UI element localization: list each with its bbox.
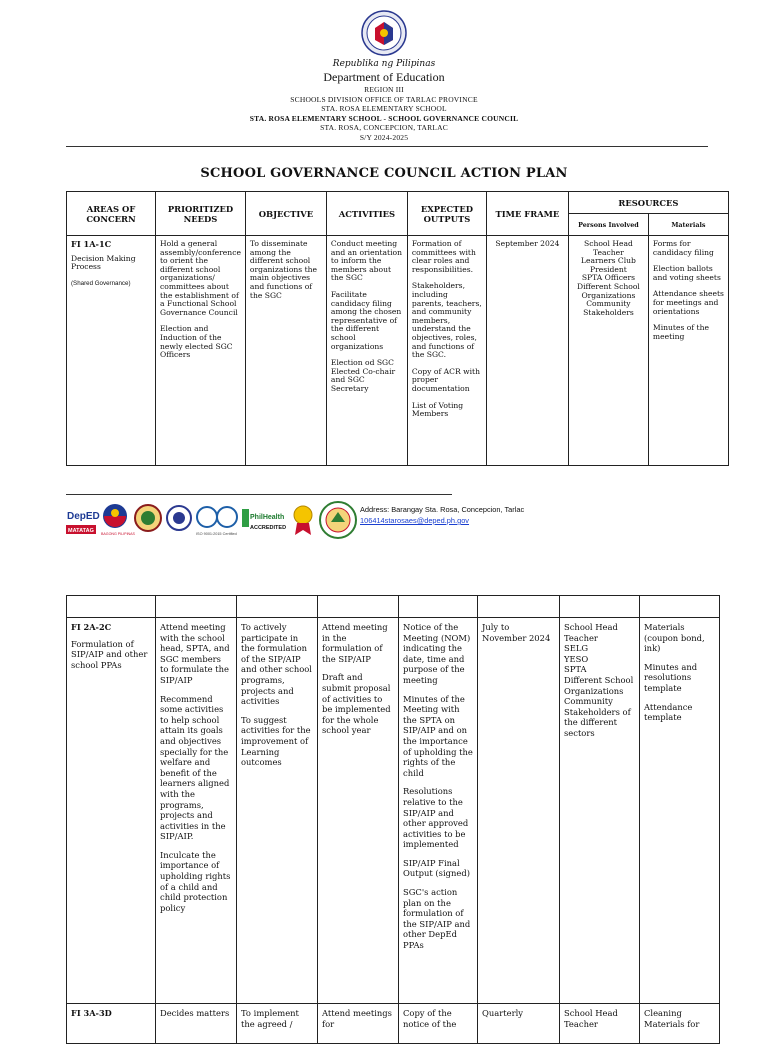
area-code: FI 3A-3D <box>71 1008 112 1018</box>
material-item: Attendance template <box>644 701 693 723</box>
activity-item: Election od SGC Elected Co-chair and SGC Secretary <box>330 358 396 393</box>
letterhead <box>0 10 768 142</box>
school-line: STA. ROSA ELEMENTARY SCHOOL <box>321 104 447 113</box>
bagong-pilipinas-logo-icon <box>100 503 135 537</box>
col-objective: OBJECTIVE <box>245 192 326 236</box>
output-item: Resolutions relative to the SIP/AIP and other approved activities to be implemented <box>403 786 469 850</box>
col-prioritized-needs: PRIORITIZED NEEDS <box>156 192 246 236</box>
person-item: YESO <box>564 653 589 664</box>
objective-item: To actively participate in the formulation of the SIP/AIP and other school programs, projects and activities <box>241 622 312 707</box>
philhealth-accredited-logo-icon <box>242 503 288 537</box>
material-item: Minutes and resolutions template <box>644 661 698 693</box>
iso-certified-logo-icon <box>196 503 238 537</box>
council-line: STA. ROSA ELEMENTARY SCHOOL - SCHOOL GOVERNANCE COUNCIL <box>249 113 519 123</box>
needs-cell <box>156 618 237 1004</box>
school-contact <box>360 504 524 526</box>
output-item: Notice of the Meeting (NOM) indicating the date, time and purpose of the meeting <box>403 622 471 685</box>
area-text: Decision Making Process <box>71 253 136 272</box>
area-text: Formulation of SIP/AIP and other school PPAs <box>71 638 148 670</box>
persons-cell <box>560 618 640 1004</box>
col-areas-of-concern: AREAS OF CONCERN <box>67 192 156 236</box>
need-item: Recommend some activities to help school attain its goals and objectives specially for the welfare and benefit of the learners aligned with the programs, projects and activities in the SIP/AIP. <box>160 693 230 842</box>
action-plan-table-continued <box>66 595 720 1044</box>
footer-divider <box>66 494 452 495</box>
need-item: Election and Induction of the newly elected SGC Officers <box>160 324 233 360</box>
activity-item: Facilitate candidacy filing among the chosen representative of the different school organizations <box>330 289 402 351</box>
needs-cell: Decides matters <box>156 1004 237 1044</box>
footer-logos <box>66 500 358 540</box>
school-seal-icon <box>318 500 358 540</box>
area-cell <box>67 236 156 466</box>
department-name: Department of Education <box>323 70 445 84</box>
col-activities: ACTIVITIES <box>326 192 407 236</box>
division-seal-icon <box>166 503 192 537</box>
col-time-frame: TIME FRAME <box>486 192 568 236</box>
col-materials: Materials <box>648 214 728 236</box>
table-row <box>67 1004 720 1044</box>
person-item: School Head <box>584 239 633 248</box>
output-item: Formation of committees with clear roles and responsibilities. <box>411 239 476 274</box>
activities-cell: Attend meetings for <box>318 1004 399 1044</box>
division-line: SCHOOLS DIVISION OFFICE OF TARLAC PROVINCE <box>290 94 478 104</box>
school-address: Address: Barangay Sta. Rosa, Concepcion, Tarlac <box>360 505 525 514</box>
material-item: Attendance sheets for meetings and orientations <box>652 289 724 316</box>
region-seal-icon <box>134 503 162 537</box>
area-code: FI 2A-2C <box>71 622 112 632</box>
person-item: SPTA Officers <box>581 273 636 283</box>
time-cell: September 2024 <box>486 236 568 466</box>
header-divider <box>66 146 708 147</box>
time-cell: July to November 2024 <box>478 618 560 1004</box>
output-item: Stakeholders, including parents, teachers, and community members, understand the objectives, roles, and functions of the SGC. <box>411 281 482 360</box>
republika-text: Republika ng Pilipinas <box>332 59 436 69</box>
person-item: Different School Organizations <box>577 281 640 300</box>
outputs-cell <box>399 618 478 1004</box>
person-item: Community Stakeholders of the different sectors <box>564 696 631 738</box>
area-note: (Shared Governance) <box>71 279 131 287</box>
output-item: SIP/AIP Final Output (signed) <box>403 857 470 879</box>
person-item: SPTA <box>564 664 587 675</box>
need-item: Hold a general assembly/conference to orient the different school organizations/ committees about the establishment of a Functional School Governance Council <box>160 239 241 317</box>
material-item: Materials (coupon bond, ink) <box>644 622 705 654</box>
objective-cell: To implement the agreed / <box>237 1004 318 1044</box>
activities-cell <box>326 236 407 466</box>
page-title: SCHOOL GOVERNANCE COUNCIL ACTION PLAN <box>200 166 568 181</box>
outputs-cell <box>407 236 486 466</box>
need-item: Inculcate the importance of upholding rights of a child and child protection policy <box>160 849 231 913</box>
needs-cell <box>156 236 246 466</box>
material-item: Minutes of the meeting <box>652 323 709 341</box>
region-line: REGION III <box>364 85 404 94</box>
award-medal-icon <box>292 503 314 537</box>
person-item: Teacher <box>564 632 598 643</box>
activity-item: Attend meeting in the formulation of the SIP/AIP <box>322 622 388 664</box>
person-item: Learners Club President <box>580 256 636 274</box>
output-item: Minutes of the Meeting with the SPTA on SIP/AIP and on the importance of upholding the rights of the child <box>403 693 473 778</box>
person-item: School Head <box>564 622 618 632</box>
matatag-logo-text: MATATAG <box>68 528 94 534</box>
address-line: STA. ROSA, CONCEPCION, TARLAC <box>320 123 448 132</box>
output-item: Copy of ACR with proper documentation <box>411 366 480 393</box>
col-expected-outputs: EXPECTED OUTPUTS <box>407 192 486 236</box>
time-cell: Quarterly <box>478 1004 560 1044</box>
materials-cell: Cleaning Materials for <box>640 1004 720 1044</box>
persons-cell: School Head Teacher <box>560 1004 640 1044</box>
activities-cell <box>318 618 399 1004</box>
materials-cell <box>648 236 728 466</box>
area-cell <box>67 618 156 1004</box>
outputs-cell: Copy of the notice of the <box>399 1004 478 1044</box>
person-item: Community Stakeholders <box>583 299 634 317</box>
deped-logo-text: DepED <box>67 511 100 522</box>
output-item: List of Voting Members <box>411 400 464 419</box>
school-year-line: S/Y 2024-2025 <box>359 132 409 142</box>
philhealth-text: PhilHealth <box>250 514 285 521</box>
person-item: SELG <box>564 643 589 654</box>
table-row <box>67 236 729 466</box>
persons-cell <box>568 236 648 466</box>
col-persons-involved: Persons Involved <box>568 214 648 236</box>
person-item: Teacher <box>593 247 624 257</box>
iso-text: ISO 9001:2015 Certified <box>196 532 237 536</box>
person-item: Different School Organizations <box>564 674 634 696</box>
accredited-text: ACCREDITED <box>250 525 287 531</box>
col-resources: RESOURCES <box>568 192 728 214</box>
bagong-pilipinas-text: BAGONG PILIPINAS <box>101 532 135 536</box>
materials-cell <box>640 618 720 1004</box>
objective-item: To suggest activities for the improvement of Learning outcomes <box>241 714 311 768</box>
output-item: SGC's action plan on the formulation of the SIP/AIP and other DepEd PPAs <box>403 887 471 951</box>
table-row <box>67 618 720 1004</box>
blank-header-row <box>67 596 720 618</box>
area-code: FI 1A-1C <box>71 239 112 249</box>
action-plan-table <box>66 191 729 466</box>
activity-item: Conduct meeting and an orientation to inform the members about the SGC <box>330 239 402 283</box>
material-item: Forms for candidacy filing <box>652 239 714 257</box>
deped-matatag-logo-icon <box>66 503 100 537</box>
area-cell <box>67 1004 156 1044</box>
need-item: Attend meeting with the school head, SPTA, and SGC members to formulate the SIP/AIP <box>160 622 230 685</box>
deped-seal-icon <box>361 10 407 56</box>
objective-cell: To disseminate among the different school organizations the main objectives and functions of the SGC <box>245 236 326 466</box>
school-email-link[interactable]: 106414starosaes@deped.ph.gov <box>360 516 470 525</box>
objective-cell <box>237 618 318 1004</box>
material-item: Election ballots and voting sheets <box>652 264 721 282</box>
activity-item: Draft and submit proposal of activities to be implemented for the whole school year <box>322 672 391 736</box>
